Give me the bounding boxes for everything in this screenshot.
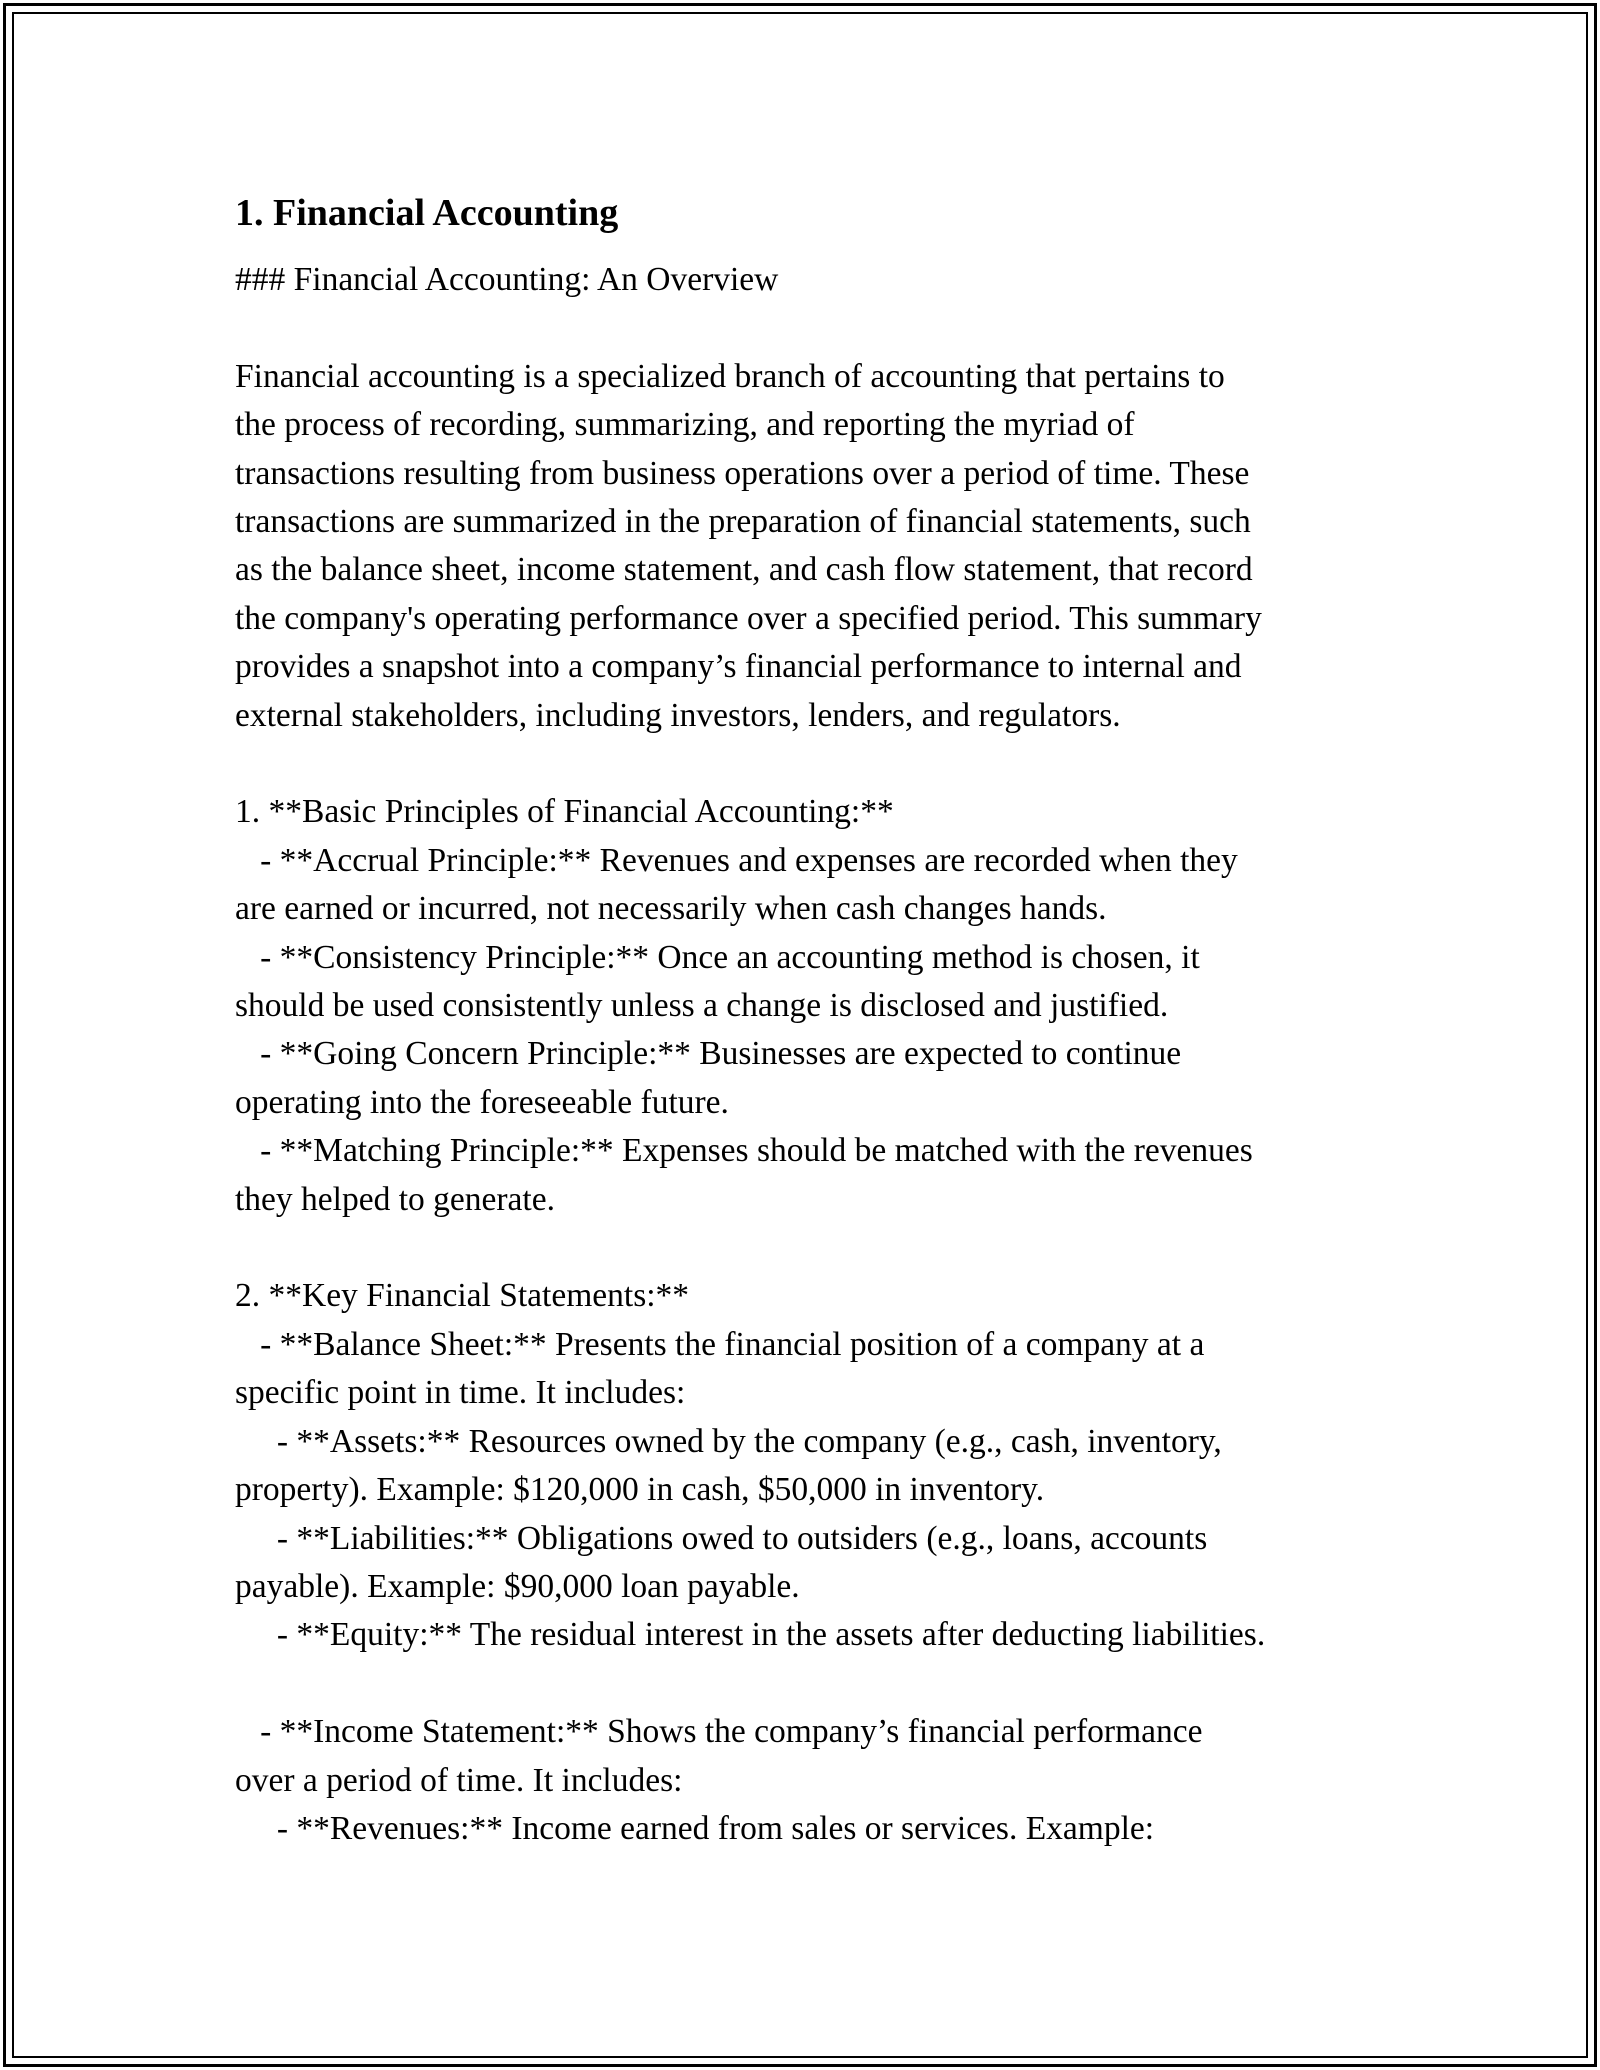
text-line: 2. **Key Financial Statements:** bbox=[235, 1277, 690, 1315]
document-body bbox=[235, 182, 1385, 1853]
text-line: the company's operating performance over a specified period. This summary bbox=[235, 599, 1262, 637]
text-line: - **Income Statement:** Shows the company’s financial performance bbox=[235, 1713, 1203, 1751]
document-title: 1. Financial Accounting bbox=[235, 192, 619, 234]
text-line: transactions are summarized in the preparation of financial statements, such bbox=[235, 503, 1251, 541]
text-line: - **Liabilities:** Obligations owed to outsiders (e.g., loans, accounts bbox=[235, 1519, 1208, 1557]
text-line: external stakeholders, including investors, lenders, and regulators. bbox=[235, 696, 1121, 734]
text-line: should be used consistently unless a change is disclosed and justified. bbox=[235, 987, 1169, 1025]
blank-line bbox=[235, 1224, 1385, 1272]
text-line: as the balance sheet, income statement, and cash flow statement, that record bbox=[235, 551, 1253, 589]
text-line: - **Revenues:** Income earned from sales or services. Example: bbox=[235, 1809, 1155, 1847]
blank-line bbox=[235, 304, 1385, 352]
text-line: transactions resulting from business operations over a period of time. These bbox=[235, 454, 1250, 492]
text-line: the process of recording, summarizing, and reporting the myriad of bbox=[235, 406, 1135, 444]
document-text bbox=[235, 256, 1385, 1853]
text-line: operating into the foreseeable future. bbox=[235, 1083, 729, 1121]
text-line: over a period of time. It includes: bbox=[235, 1761, 683, 1799]
document-subtitle: ### Financial Accounting: An Overview bbox=[235, 261, 779, 298]
blank-line bbox=[235, 740, 1385, 788]
text-line: they helped to generate. bbox=[235, 1180, 555, 1218]
text-line: - **Going Concern Principle:** Businesses are expected to continue bbox=[235, 1035, 1182, 1073]
blank-line bbox=[235, 1660, 1385, 1708]
text-line: are earned or incurred, not necessarily when cash changes hands. bbox=[235, 890, 1107, 928]
text-line: - **Assets:** Resources owned by the company (e.g., cash, inventory, bbox=[235, 1422, 1222, 1460]
text-line: provides a snapshot into a company’s financial performance to internal and bbox=[235, 648, 1242, 686]
text-line: - **Balance Sheet:** Presents the financial position of a company at a bbox=[235, 1325, 1205, 1363]
text-line: property). Example: $120,000 in cash, $50,000 in inventory. bbox=[235, 1471, 1045, 1509]
text-line: - **Consistency Principle:** Once an accounting method is chosen, it bbox=[235, 938, 1200, 976]
text-line: payable). Example: $90,000 loan payable. bbox=[235, 1567, 800, 1605]
text-line: - **Equity:** The residual interest in the assets after deducting liabilities. bbox=[235, 1616, 1266, 1654]
text-line: specific point in time. It includes: bbox=[235, 1374, 686, 1412]
text-line: - **Accrual Principle:** Revenues and expenses are recorded when they bbox=[235, 841, 1238, 879]
text-line: - **Matching Principle:** Expenses should be matched with the revenues bbox=[235, 1132, 1253, 1170]
text-line: Financial accounting is a specialized branch of accounting that pertains to bbox=[235, 357, 1225, 395]
text-line: 1. **Basic Principles of Financial Accounting:** bbox=[235, 793, 894, 831]
